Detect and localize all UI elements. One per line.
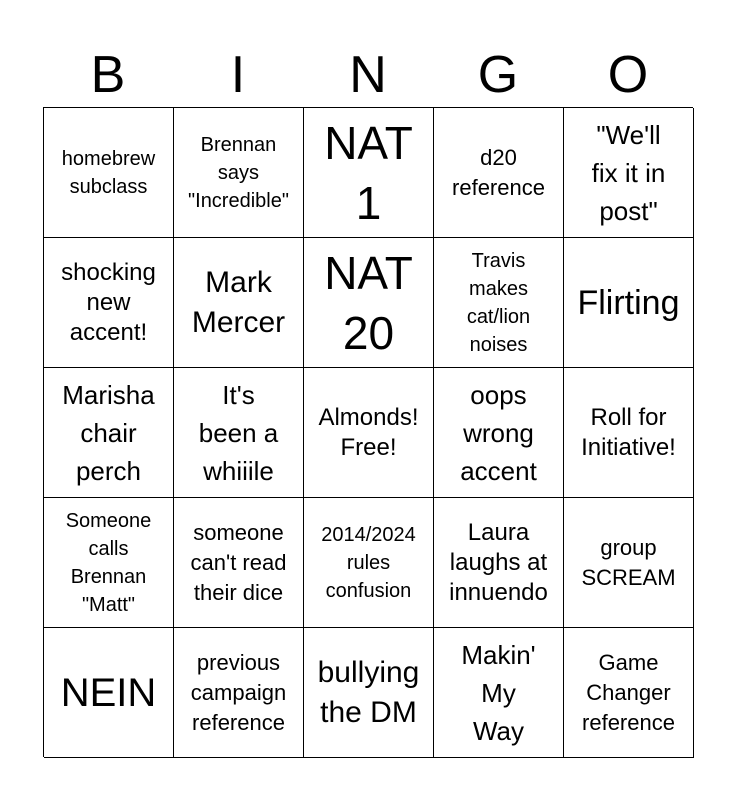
cell-label: d20 reference [452,144,545,200]
header-letter-g: G [477,46,519,104]
cell-label: NAT 1 [324,116,413,229]
bingo-cell-r2-c1[interactable] [44,238,174,368]
bingo-cell-r4-c2[interactable] [174,498,304,628]
bingo-cell-r1-c5[interactable] [564,108,694,238]
header-letter-b: B [90,46,126,104]
cell-label: Makin' My Way [461,639,536,746]
bingo-cell-r5-c4[interactable] [434,628,564,758]
cell-label: Laura laughs at innuendo [449,518,548,606]
cell-label: Mark Mercer [191,265,286,339]
cell-label: Flirting [577,283,680,322]
bingo-board [43,107,693,757]
cell-label: It's been a whiiile [198,379,279,486]
cell-label: NAT 20 [324,246,413,359]
cell-label: Almonds! Free! [318,403,419,461]
bingo-cell-r1-c2[interactable] [174,108,304,238]
bingo-cell-r2-c4[interactable] [434,238,564,368]
cell-label: group SCREAM [581,534,676,590]
cell-label: bullying the DM [317,655,420,729]
bingo-cell-r5-c3[interactable] [304,628,434,758]
bingo-cell-r3-c5[interactable] [564,368,694,498]
header-letter-i: I [230,46,246,104]
cell-label: NEIN [60,670,157,715]
bingo-cell-r3-c3[interactable] [304,368,434,498]
cell-label: Roll for Initiative! [581,403,676,461]
header-letter-n: N [349,46,387,104]
cell-label: oops wrong accent [460,379,537,486]
cell-label: Game Changer reference [582,649,675,735]
cell-label: Someone calls Brennan "Matt" [65,509,152,616]
cell-label: homebrew subclass [61,147,156,198]
bingo-cell-r1-c3[interactable] [304,108,434,238]
cell-label: 2014/2024 rules confusion [321,523,416,602]
bingo-cell-r3-c2[interactable] [174,368,304,498]
cell-label: someone can't read their dice [190,519,287,605]
cell-label: previous campaign reference [190,649,287,735]
bingo-cell-r2-c3[interactable] [304,238,434,368]
cell-label: Marisha chair perch [62,379,155,486]
bingo-cell-r3-c4[interactable] [434,368,564,498]
header-letter-o: O [607,46,649,104]
bingo-header [43,42,693,108]
cell-label: "We'll fix it in post" [591,119,666,226]
cell-label: Travis makes cat/lion noises [466,249,531,356]
bingo-cell-r5-c1[interactable] [44,628,174,758]
bingo-cell-r4-c5[interactable] [564,498,694,628]
bingo-cell-r1-c1[interactable] [44,108,174,238]
bingo-cell-r3-c1[interactable] [44,368,174,498]
bingo-cell-r4-c1[interactable] [44,498,174,628]
cell-label: Brennan says "Incredible" [188,133,289,212]
bingo-cell-r1-c4[interactable] [434,108,564,238]
bingo-cell-r5-c5[interactable] [564,628,694,758]
bingo-cell-r2-c2[interactable] [174,238,304,368]
cell-label: shocking new accent! [61,258,156,346]
bingo-cell-r4-c3[interactable] [304,498,434,628]
bingo-cell-r2-c5[interactable] [564,238,694,368]
bingo-cell-r4-c4[interactable] [434,498,564,628]
bingo-cell-r5-c2[interactable] [174,628,304,758]
